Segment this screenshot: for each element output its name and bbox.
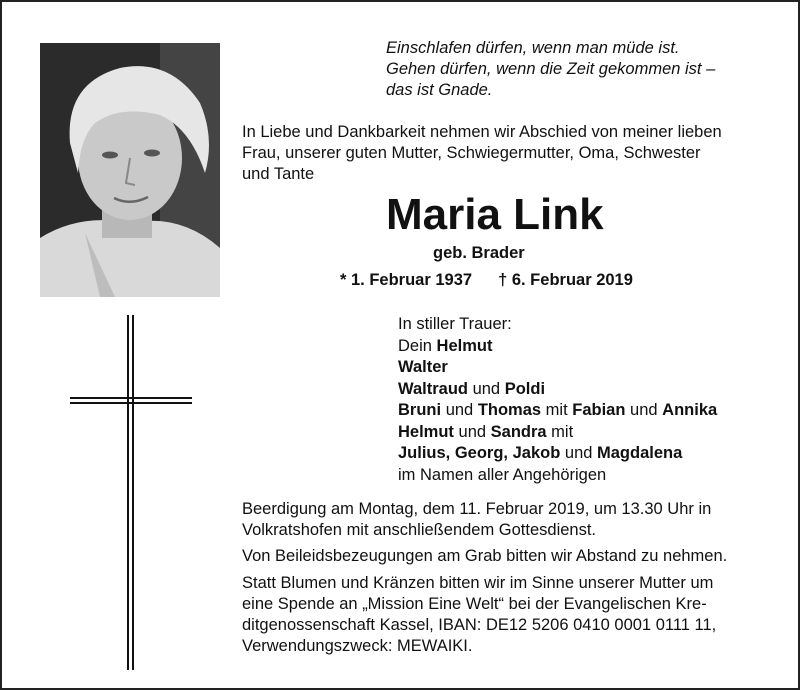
portrait-photo — [40, 43, 220, 297]
donation-line: Verwendungszweck: MEWAIKI. — [242, 637, 473, 655]
condolence-note: Von Beileidsbezeugungen am Grab bitten wir Abstand zu nehmen. — [242, 547, 728, 565]
mourner-line: Waltraud und Poldi — [398, 379, 546, 398]
cross-icon — [70, 315, 192, 670]
mourner-line: Julius, Georg, Jakob und Magdalena — [398, 444, 683, 462]
birth-date: * 1. Februar 1937 — [340, 271, 473, 289]
birth-name: geb. Brader — [433, 244, 525, 262]
donation-request — [242, 573, 716, 657]
motto-line: Einschlafen dürfen, wenn man müde ist. — [386, 39, 680, 57]
mourners-heading: In stiller Trauer: — [398, 315, 512, 333]
motto-verse — [386, 38, 715, 101]
funeral-details — [242, 499, 711, 541]
motto-line: Gehen dürfen, wenn die Zeit gekommen ist – — [386, 60, 716, 78]
mourners-closing: im Namen aller Angehörigen — [398, 465, 607, 484]
intro-line: Frau, unserer guten Mutter, Schwiegermutter, Oma, Schwester — [242, 144, 701, 162]
farewell-intro — [242, 122, 722, 185]
mourner-line: Dein Helmut — [398, 336, 493, 355]
deceased-name: Maria Link — [386, 190, 604, 239]
donation-line: ditgenossenschaft Kassel, IBAN: DE12 5206 0410 0001 0111 11, — [242, 616, 717, 634]
intro-line: In Liebe und Dankbarkeit nehmen wir Abschied von meiner lieben — [242, 123, 722, 141]
funeral-line: Beerdigung am Montag, dem 11. Februar 2019, um 13.30 Uhr in — [242, 500, 712, 518]
funeral-line: Volkratshofen mit anschließendem Gottesdienst. — [242, 521, 597, 539]
donation-line: eine Spende an „Mission Eine Welt“ bei der Evangelischen Kre- — [242, 595, 707, 613]
death-date: † 6. Februar 2019 — [498, 271, 633, 289]
mourners-list — [398, 314, 717, 486]
mourner-line: Helmut und Sandra mit — [398, 422, 574, 441]
motto-line: das ist Gnade. — [386, 81, 493, 99]
mourner-line: Walter — [398, 358, 448, 376]
life-dates — [340, 271, 633, 290]
mourner-line: Bruni und Thomas mit Fabian und Annika — [398, 401, 718, 419]
intro-line: und Tante — [242, 165, 315, 183]
donation-line: Statt Blumen und Kränzen bitten wir im Sinne unserer Mutter um — [242, 574, 714, 592]
